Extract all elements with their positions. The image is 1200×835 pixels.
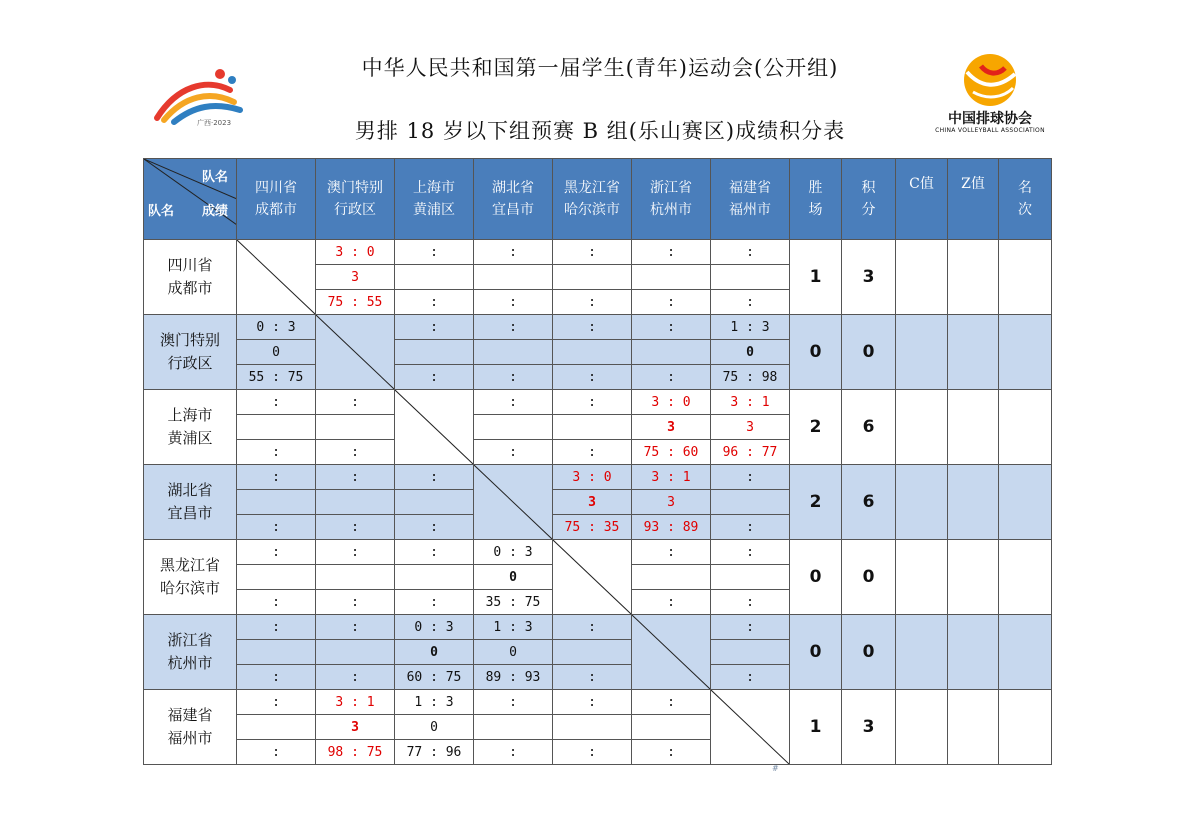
set-score-cell: : [632,240,711,265]
point-score-cell: : [553,665,632,690]
point-score-cell: : [237,515,316,540]
col-header-team: 澳门特别 行政区 [316,159,395,240]
col-header-wins: 胜 场 [790,159,842,240]
row-team-name: 四川省 成都市 [144,240,237,315]
point-score-cell: 98 : 75 [316,740,395,765]
set-score-cell: : [553,315,632,340]
point-score-cell: : [316,515,395,540]
set-score-cell: : [316,540,395,565]
point-score-cell: : [237,440,316,465]
set-score-cell: : [316,465,395,490]
row-team-name: 上海市 黄浦区 [144,390,237,465]
points-cell: 3 [842,690,896,765]
match-points-cell [553,715,632,740]
point-score-cell: 89 : 93 [474,665,553,690]
col-header-team: 福建省 福州市 [711,159,790,240]
point-score-cell: 96 : 77 [711,440,790,465]
point-score-cell: 75 : 55 [316,290,395,315]
match-points-cell: 3 [711,415,790,440]
wins-cell: 2 [790,390,842,465]
match-points-cell [632,715,711,740]
set-score-cell: : [553,240,632,265]
point-score-cell: : [711,665,790,690]
set-score-cell: : [711,615,790,640]
point-score-cell: : [474,740,553,765]
games-logo-caption: 广西·2023 [197,119,232,127]
c-value-cell [896,540,948,615]
team-row-line [144,690,1052,715]
z-value-cell [948,390,999,465]
point-score-cell: 35 : 75 [474,590,553,615]
self-match-cell [237,240,316,315]
set-score-cell: 0 : 3 [395,615,474,640]
match-points-cell [316,640,395,665]
set-score-cell: : [395,540,474,565]
set-score-cell: : [395,315,474,340]
match-points-cell: 0 [711,340,790,365]
c-value-cell [896,390,948,465]
set-score-cell: : [395,240,474,265]
match-points-cell [632,340,711,365]
page-title: 中华人民共和国第一届学生(青年)运动会(公开组) [361,56,839,80]
self-match-cell [711,690,790,765]
set-score-cell: : [316,390,395,415]
match-points-cell [237,490,316,515]
set-score-cell: : [237,390,316,415]
match-points-cell [237,565,316,590]
set-score-cell: : [632,690,711,715]
wins-cell: 2 [790,465,842,540]
set-score-cell: : [632,540,711,565]
set-score-cell: : [316,615,395,640]
match-points-cell [395,565,474,590]
footnote-mark: # [772,764,779,773]
set-score-cell: : [553,390,632,415]
set-score-cell: : [474,390,553,415]
match-points-cell: 0 [395,715,474,740]
cva-name-en: CHINA VOLLEYBALL ASSOCIATION [935,127,1045,134]
point-score-cell: : [474,440,553,465]
point-score-cell: : [237,590,316,615]
match-points-cell: 3 [316,715,395,740]
point-score-cell: : [711,590,790,615]
point-score-cell: 75 : 98 [711,365,790,390]
point-score-cell: : [553,740,632,765]
standings-table [143,158,1052,765]
c-value-cell [896,315,948,390]
points-cell: 0 [842,540,896,615]
point-score-cell: : [316,665,395,690]
corner-team-label: 队名 [201,170,228,185]
row-team-name: 澳门特别 行政区 [144,315,237,390]
corner-score-label: 成绩 [201,204,228,219]
point-score-cell: : [632,590,711,615]
point-score-cell: : [237,665,316,690]
set-score-cell: : [711,465,790,490]
match-points-cell [474,715,553,740]
rank-cell [999,240,1052,315]
col-header-z-value: Z值 [948,159,999,240]
set-score-cell: 1 : 3 [711,315,790,340]
match-points-cell [711,265,790,290]
set-score-cell: 3 : 1 [632,465,711,490]
set-score-cell: : [474,240,553,265]
match-points-cell [395,490,474,515]
point-score-cell: : [632,365,711,390]
team-row-line [144,615,1052,640]
team-row-line [144,465,1052,490]
match-points-cell: 3 [553,490,632,515]
volleyball-icon [935,52,1045,108]
z-value-cell [948,540,999,615]
point-score-cell: : [474,290,553,315]
set-score-cell: 3 : 1 [316,690,395,715]
set-score-cell: : [553,690,632,715]
wins-cell: 1 [790,690,842,765]
cva-logo [935,52,1045,138]
col-header-team: 上海市 黄浦区 [395,159,474,240]
match-points-cell [711,490,790,515]
self-match-cell [316,315,395,390]
match-points-cell: 0 [395,640,474,665]
set-score-cell: 3 : 0 [553,465,632,490]
wins-cell: 0 [790,615,842,690]
point-score-cell: 75 : 60 [632,440,711,465]
corner-team-label-left: 队名 [148,204,175,219]
point-score-cell: 55 : 75 [237,365,316,390]
c-value-cell [896,465,948,540]
corner-header [144,159,237,240]
c-value-cell [896,690,948,765]
row-team-name: 黑龙江省 哈尔滨市 [144,540,237,615]
c-value-cell [896,240,948,315]
match-points-cell: 3 [632,490,711,515]
point-score-cell: : [237,740,316,765]
page-subtitle: 男排 18 岁以下组预赛 B 组(乐山赛区)成绩积分表 [354,119,846,143]
set-score-cell: 1 : 3 [395,690,474,715]
col-header-team: 湖北省 宜昌市 [474,159,553,240]
set-score-cell: : [237,690,316,715]
set-score-cell: : [553,615,632,640]
point-score-cell: : [316,590,395,615]
set-score-cell: 3 : 1 [711,390,790,415]
match-points-cell: 0 [474,565,553,590]
set-score-cell: : [632,315,711,340]
team-row-line [144,315,1052,340]
match-points-cell [632,565,711,590]
match-points-cell [474,265,553,290]
match-points-cell [395,265,474,290]
match-points-cell [237,415,316,440]
rank-cell [999,690,1052,765]
point-score-cell: 93 : 89 [632,515,711,540]
match-points-cell: 0 [474,640,553,665]
match-points-cell [237,640,316,665]
points-cell: 6 [842,390,896,465]
self-match-cell [553,540,632,615]
match-points-cell [395,340,474,365]
self-match-cell [395,390,474,465]
point-score-cell: : [632,740,711,765]
points-cell: 0 [842,315,896,390]
set-score-cell: 0 : 3 [474,540,553,565]
set-score-cell: : [395,465,474,490]
rank-cell [999,615,1052,690]
col-header-team: 黑龙江省 哈尔滨市 [553,159,632,240]
games-logo [152,66,252,132]
wins-cell: 1 [790,240,842,315]
match-points-cell [711,565,790,590]
points-cell: 0 [842,615,896,690]
row-team-name: 浙江省 杭州市 [144,615,237,690]
points-cell: 6 [842,465,896,540]
match-points-cell [474,340,553,365]
point-score-cell: : [711,290,790,315]
z-value-cell [948,690,999,765]
point-score-cell: 77 : 96 [395,740,474,765]
set-score-cell: : [474,315,553,340]
row-team-name: 湖北省 宜昌市 [144,465,237,540]
set-score-cell: : [711,540,790,565]
match-points-cell [316,490,395,515]
col-header-team: 四川省 成都市 [237,159,316,240]
point-score-cell: : [553,440,632,465]
z-value-cell [948,315,999,390]
point-score-cell: 75 : 35 [553,515,632,540]
col-header-c-value: C值 [896,159,948,240]
col-header-points: 积 分 [842,159,896,240]
z-value-cell [948,615,999,690]
match-points-cell: 0 [237,340,316,365]
team-row-line [144,390,1052,415]
match-points-cell [711,640,790,665]
set-score-cell: : [711,240,790,265]
match-points-cell: 3 [632,415,711,440]
set-score-cell: 0 : 3 [237,315,316,340]
match-points-cell [553,640,632,665]
match-points-cell [553,340,632,365]
point-score-cell: : [395,365,474,390]
match-points-cell [553,265,632,290]
match-points-cell [316,415,395,440]
self-match-cell [632,615,711,690]
point-score-cell: : [632,290,711,315]
point-score-cell: 60 : 75 [395,665,474,690]
match-points-cell [553,415,632,440]
team-row-line [144,540,1052,565]
point-score-cell: : [395,515,474,540]
point-score-cell: : [474,365,553,390]
row-team-name: 福建省 福州市 [144,690,237,765]
match-points-cell [316,565,395,590]
match-points-cell [474,415,553,440]
rank-cell [999,540,1052,615]
cva-name-cn: 中国排球协会 [948,111,1032,127]
rank-cell [999,465,1052,540]
z-value-cell [948,465,999,540]
match-points-cell [237,715,316,740]
col-header-rank: 名 次 [999,159,1052,240]
set-score-cell: : [474,690,553,715]
set-score-cell: : [237,540,316,565]
wins-cell: 0 [790,540,842,615]
point-score-cell: : [316,440,395,465]
rank-cell [999,390,1052,465]
set-score-cell: 3 : 0 [632,390,711,415]
point-score-cell: : [395,290,474,315]
self-match-cell [474,465,553,540]
team-row-line [144,240,1052,265]
header-row [144,159,1052,240]
set-score-cell: 3 : 0 [316,240,395,265]
z-value-cell [948,240,999,315]
set-score-cell: : [237,615,316,640]
set-score-cell: : [237,465,316,490]
c-value-cell [896,615,948,690]
wins-cell: 0 [790,315,842,390]
point-score-cell: : [711,515,790,540]
rank-cell [999,315,1052,390]
point-score-cell: : [553,290,632,315]
point-score-cell: : [395,590,474,615]
point-score-cell: : [553,365,632,390]
col-header-team: 浙江省 杭州市 [632,159,711,240]
set-score-cell: 1 : 3 [474,615,553,640]
match-points-cell [632,265,711,290]
points-cell: 3 [842,240,896,315]
match-points-cell: 3 [316,265,395,290]
